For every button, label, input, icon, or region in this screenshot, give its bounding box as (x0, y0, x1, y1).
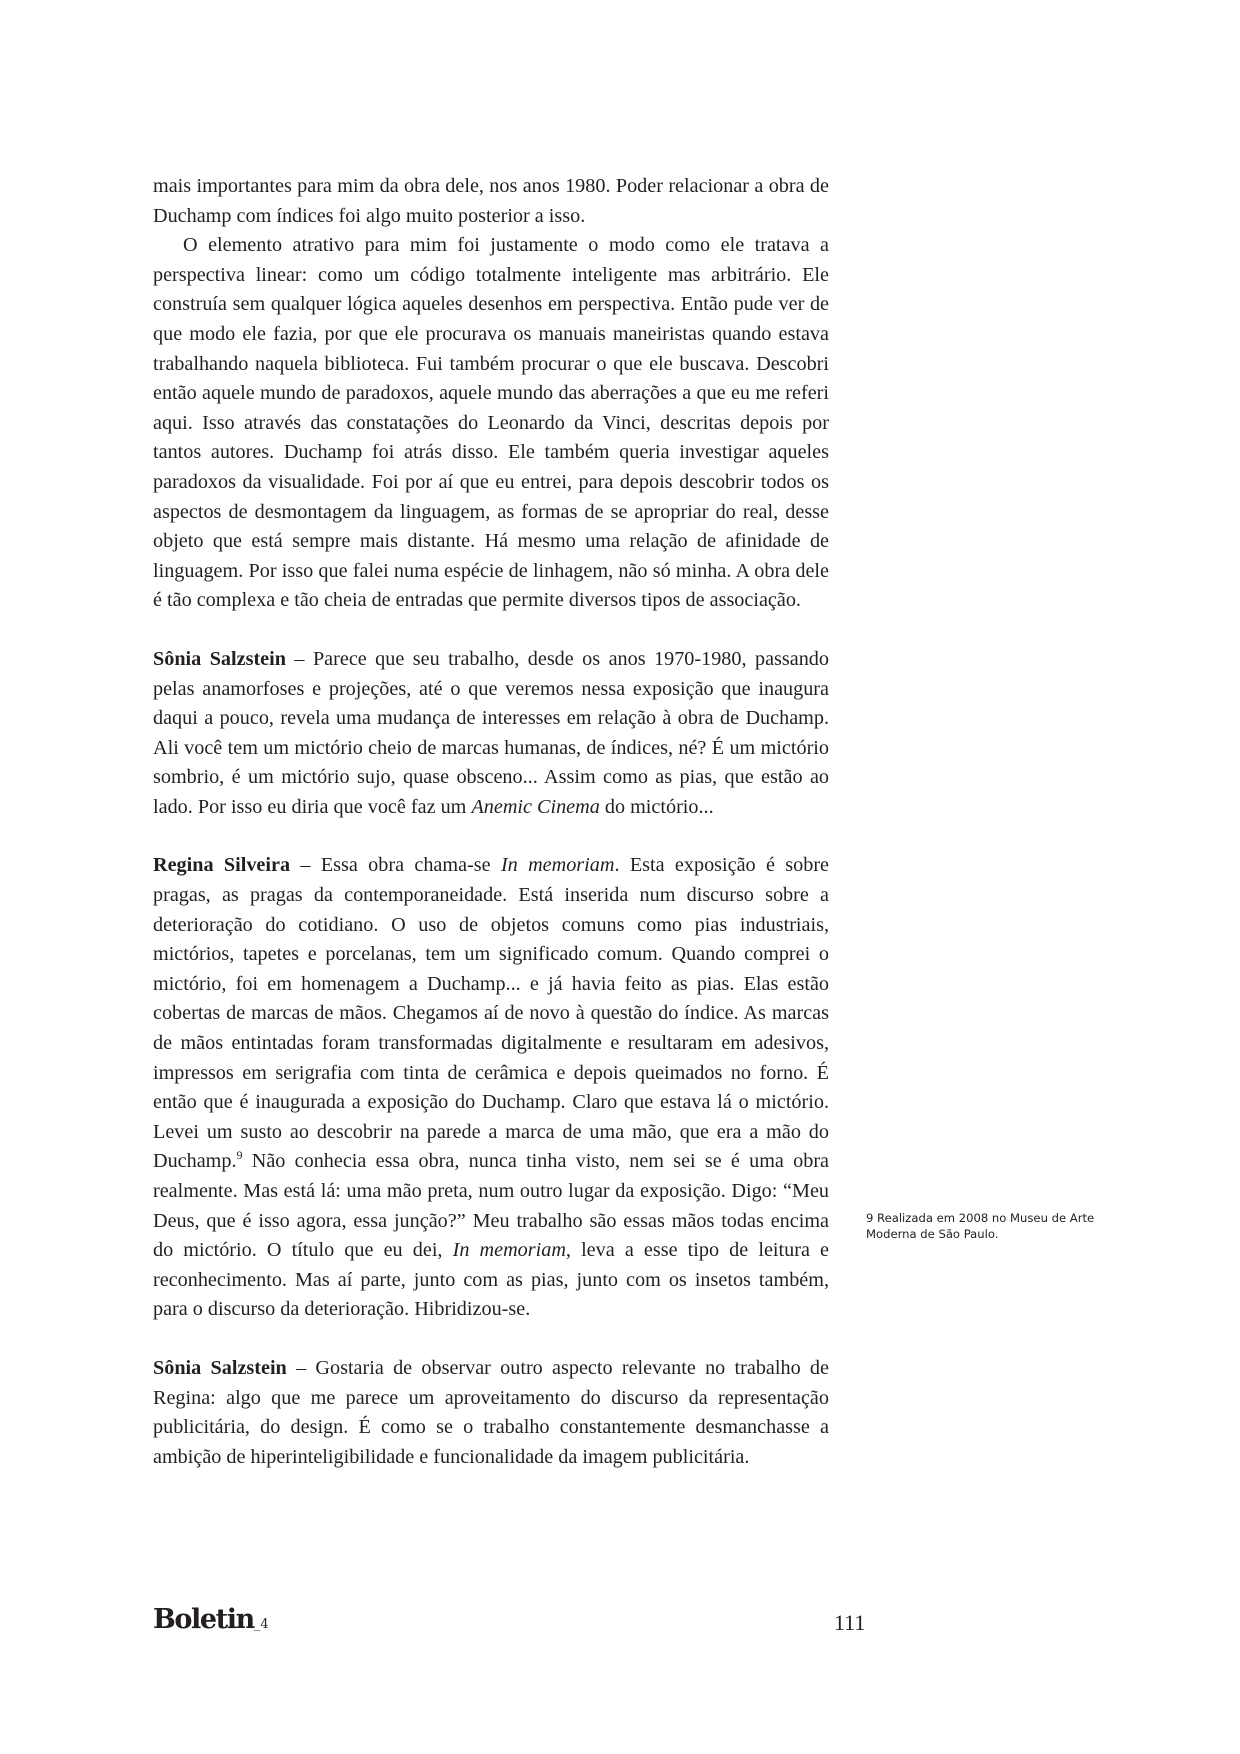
work-title: In memoriam (500, 854, 615, 877)
paragraph-text: do mictório... (599, 795, 714, 818)
paragraph-sonia-question (153, 645, 829, 823)
paragraph-text: , leva a esse tipo de leitura e reconhecimento. Mas aí parte, junto com as pias, junto com os insetos também, para o discurso da deterioração. Hibridizou-se. (153, 1239, 830, 1321)
publication-issue: _4 (253, 1617, 269, 1632)
work-title: Anemic Cinema (471, 795, 600, 818)
paragraph-regina-answer (153, 851, 829, 1325)
paragraph-text: . Esta exposição é sobre pragas, as pragas da contemporaneidade. Está inserida num discurso sobre a deterioração do cotidiano. O uso de objetos comuns como pias industriais, mictórios, tapetes e porcelanas, tem um significado comum. Quando comprei o mictório, foi em homenagem a Duchamp... e já havia feito as pias. Elas estão cobertas de marcas de mãos. Chegamos aí de novo à questão do índice. As marcas de mãos entintadas foram transformadas digitalmente e resultaram em adesivos, impressos em serigrafia com tinta de cerâmica e depois queimados no forno. É então que é inaugurada a exposição do Duchamp. Claro que estava lá o mictório. Levei um susto ao descobrir na parede a marca de uma mão, que era a mão do Duchamp. (153, 854, 830, 1173)
paragraph-sonia-observation (153, 1354, 829, 1472)
paragraph-duchamp-perspective: O elemento atrativo para mim foi justamente o modo como ele tratava a perspectiva linear: como um código totalmente inteligente mas arbitrário. Ele construía sem qualquer lógica aqueles desenhos em perspectiva. Então pude ver de que modo ele fazia, por que ele procurava os manuais maneiristas quando estava trabalhando naquela biblioteca. Fui também procurar o que ele buscava. Descobri então aquele mundo de paradoxos, aquele mundo das aberrações a que eu me referi aqui. Isso através das constatações do Leonardo da Vinci, descritas depois por tantos autores. Duchamp foi atrás disso. Ele também queria investigar aqueles paradoxos da visualidade. Foi por aí que eu entrei, para depois descobrir todos os aspectos de desmontagem da linguagem, as formas de se apropriar do real, desse objeto que está sempre mais distante. Há mesmo uma relação de afinidade de linguagem. Por isso que falei numa espécie de linhagem, não só minha. A obra dele é tão complexa e tão cheia de entradas que permite diversos tipos de associação. (153, 234, 829, 612)
footnote-reference: 9 (236, 1148, 243, 1163)
publication-name: Boletin (153, 1604, 254, 1635)
main-text-column (153, 172, 829, 1472)
speaker-name: Regina Silveira (153, 854, 291, 877)
page-number: 111 (834, 1610, 866, 1635)
paragraph-text: Não conhecia essa obra, nunca tinha visto, nem sei se é uma obra realmente. Mas está lá: uma mão preta, num outro lugar da exposição. Digo: “Meu Deus, que é isso agora, essa junção?” Meu trabalho são essas mãos todas encima do mictório. O título que eu dei, (153, 1150, 829, 1262)
footnote-line: Moderna de São Paulo. (866, 1227, 999, 1241)
speaker-name: Sônia Salzstein (153, 1356, 287, 1379)
speaker-name: Sônia Salzstein (153, 647, 286, 670)
paragraph-text: – Gostaria de observar outro aspecto relevante no trabalho de Regina: algo que me parece um aproveitamento do discurso da representação publicitária, do design. É como se o trabalho constantemente desmanchasse a ambição de hiperinteligibilidade e funcionalidade da imagem publicitária. (153, 1356, 829, 1468)
work-title: In memoriam (452, 1239, 566, 1262)
paragraph-text: – Parece que seu trabalho, desde os anos 1970-1980, passando pelas anamorfoses e projeções, até o que veremos nessa exposição que inaugura daqui a pouco, revela uma mudança de interesses em relação à obra de Duchamp. Ali você tem um mictório cheio de marcas humanas, de índices, né? É um mictório sombrio, é um mictório sujo, quase obsceno... Assim como as pias, que estão ao lado. Por isso eu diria que você faz um (153, 647, 829, 818)
footnote-9 (866, 1210, 1106, 1242)
paragraph-text: – Essa obra chama-se (290, 854, 501, 877)
footnote-line: 9 Realizada em 2008 no Museu de Arte (866, 1211, 1095, 1225)
paragraph-continuation: mais importantes para mim da obra dele, nos anos 1980. Poder relacionar a obra de Duchamp com índices foi algo muito posterior a isso. (153, 175, 829, 227)
publication-logo (153, 1604, 269, 1635)
